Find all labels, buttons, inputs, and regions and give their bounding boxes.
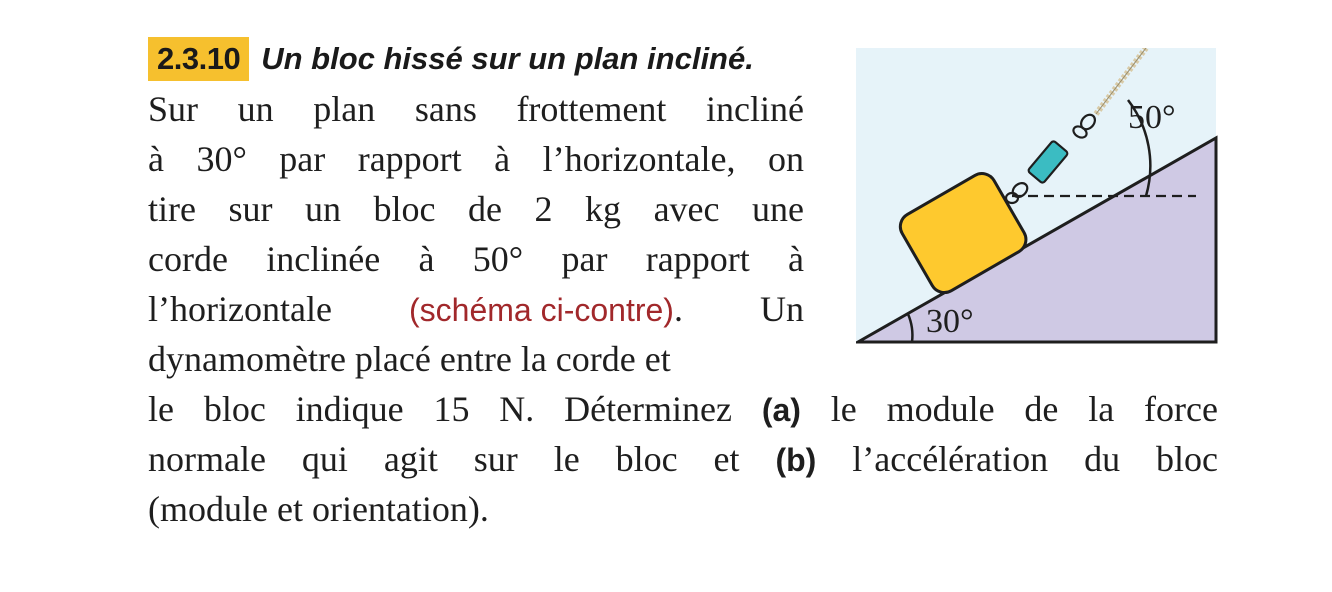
word: à (788, 239, 804, 279)
word: sur (228, 189, 273, 229)
word: sur (473, 439, 518, 479)
figure-reference: (schéma ci-contre) (408, 292, 674, 328)
word: et (713, 439, 740, 479)
word: Déterminez (564, 389, 732, 429)
word: une (752, 189, 804, 229)
word: à (418, 239, 435, 279)
text-line-1 (148, 84, 804, 134)
word: indique (295, 389, 404, 429)
word: le (553, 439, 580, 479)
word: 15 (433, 389, 470, 429)
word: plan (313, 89, 376, 129)
word: avec (653, 189, 720, 229)
word: bloc (615, 439, 678, 479)
rope-angle-label: 50° (1128, 99, 1176, 136)
text-segment: (module et orientation). (148, 489, 489, 529)
part-b-label: (b) (775, 442, 817, 478)
word: à (148, 139, 164, 179)
word: 2 (534, 189, 553, 229)
text-line-7 (148, 384, 1218, 434)
incline-diagram (856, 48, 1220, 344)
word: bloc (203, 389, 266, 429)
text-line-9 (148, 484, 1218, 534)
word: l’horizontale, (542, 139, 736, 179)
word: le (830, 389, 857, 429)
problem-header (148, 34, 804, 84)
word: bloc (1156, 439, 1218, 479)
word: la (1088, 389, 1115, 429)
part-a-label: (a) (761, 392, 801, 428)
text-segment: dynamomètre placé entre la corde et (148, 339, 671, 379)
word: de (468, 189, 503, 229)
word: incliné (706, 89, 804, 129)
word: l’accélération (852, 439, 1049, 479)
word: par (561, 239, 608, 279)
text-line-4 (148, 234, 804, 284)
text-line-2 (148, 134, 804, 184)
word: kg (585, 189, 622, 229)
word: corde (148, 239, 228, 279)
problem-number: 2.3.10 (148, 37, 249, 81)
word: un (237, 89, 274, 129)
word: Sur (148, 89, 199, 129)
word: bloc (373, 189, 436, 229)
word: du (1084, 439, 1121, 479)
word: un (305, 189, 342, 229)
word: . (673, 289, 683, 329)
text-line-6 (148, 334, 804, 384)
word: à (494, 139, 511, 179)
word: normale (148, 439, 266, 479)
word: tire (148, 189, 196, 229)
word: l’horizontale (148, 289, 332, 329)
text-line-3 (148, 184, 804, 234)
problem-title: Un bloc hissé sur un plan incliné. (261, 41, 754, 76)
text-line-8 (148, 434, 1218, 484)
word: le (148, 389, 174, 429)
figure-reference-group (409, 284, 683, 335)
text-line-5 (148, 284, 804, 334)
word: 30° (196, 139, 247, 179)
word: N. (499, 389, 535, 429)
word: rapport (645, 239, 750, 279)
word: frottement (516, 89, 667, 129)
word: inclinée (266, 239, 381, 279)
word: 50° (472, 239, 524, 279)
word: sans (414, 89, 477, 129)
incline-figure (856, 48, 1220, 344)
word: on (767, 139, 804, 179)
word: qui (301, 439, 348, 479)
word: module (886, 389, 995, 429)
word: Un (760, 289, 804, 329)
word: de (1024, 389, 1059, 429)
word: par (279, 139, 326, 179)
word: agit (383, 439, 438, 479)
word: rapport (357, 139, 462, 179)
incline-angle-label: 30° (926, 303, 974, 340)
word: force (1144, 389, 1218, 429)
